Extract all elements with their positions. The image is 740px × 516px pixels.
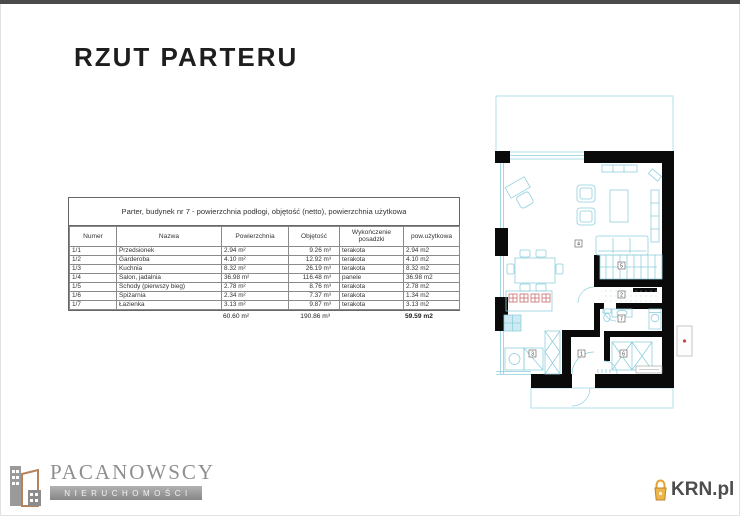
table-row <box>70 246 460 255</box>
floor-plan <box>485 90 697 412</box>
table-cell: 1/2 <box>70 255 117 264</box>
table-cell: 4.10 m2 <box>404 255 460 264</box>
table-cell: 2.34 m² <box>222 291 289 300</box>
room-label: 7 <box>620 316 623 323</box>
table-row <box>70 255 460 264</box>
table-cell: 9.87 m³ <box>289 300 340 309</box>
kitchen-hob-red-grid <box>509 294 550 302</box>
table-cell: 1/7 <box>70 300 117 309</box>
col-header-pow-uzytkowa: pow.użytkowa <box>404 227 460 247</box>
table-cell: 9.26 m³ <box>289 246 340 255</box>
kitchen-furniture <box>504 291 560 374</box>
agency-text <box>50 462 215 500</box>
exterior-meter-box <box>677 326 692 356</box>
table-cell: Kuchnia <box>117 264 222 273</box>
door-spec-box <box>636 366 662 373</box>
table-cell: 4.10 m² <box>222 255 289 264</box>
table-cell: terakota <box>340 246 404 255</box>
study-furniture <box>505 177 538 211</box>
table-row <box>70 291 460 300</box>
page-title: RZUT PARTERU <box>74 42 299 72</box>
col-header-numer: Numer <box>70 227 117 247</box>
room-label: 3 <box>531 351 534 358</box>
table-cell: Spiżarnia <box>117 291 222 300</box>
room-label: 5 <box>620 263 623 270</box>
table-cell: 26.19 m³ <box>289 264 340 273</box>
table-cell: Salon, jadalnia <box>117 273 222 282</box>
table-row <box>70 300 460 309</box>
table-cell: 1/6 <box>70 291 117 300</box>
stairs <box>600 255 662 279</box>
table-cell: 8.32 m² <box>222 264 289 273</box>
hall-dotted-floor <box>601 290 660 302</box>
agency-building-icon <box>8 462 44 510</box>
room-label: 2 <box>620 292 623 299</box>
table-cell: 7.37 m³ <box>289 291 340 300</box>
table-row <box>70 264 460 273</box>
table-cell: 2.78 m² <box>222 282 289 291</box>
table-cell: 1/5 <box>70 282 117 291</box>
table-cell: 1/4 <box>70 273 117 282</box>
areas-table-grid <box>69 226 460 310</box>
table-cell: 8.32 m2 <box>404 264 460 273</box>
table-cell: panele <box>340 273 404 282</box>
areas-table-header-row <box>70 227 460 247</box>
table-cell: Schody (pierwszy bieg) <box>117 282 222 291</box>
top-bar <box>0 0 740 4</box>
table-cell: terakota <box>340 255 404 264</box>
bathroom-fixtures <box>603 309 661 329</box>
table-cell: 12.92 m³ <box>289 255 340 264</box>
table-cell: 1/1 <box>70 246 117 255</box>
agency-subtitle: NIERUCHOMOŚCI <box>50 486 202 500</box>
portal-logo <box>652 479 734 501</box>
room-label: 4 <box>577 241 580 248</box>
table-cell: terakota <box>340 282 404 291</box>
room-label: 6 <box>622 351 625 358</box>
table-cell: 2.94 m² <box>222 246 289 255</box>
table-cell: 3.13 m² <box>222 300 289 309</box>
areas-table <box>68 197 460 311</box>
table-cell: 36.98 m² <box>222 273 289 282</box>
col-header-nazwa: Nazwa <box>117 227 222 247</box>
table-cell: Przedsionek <box>117 246 222 255</box>
table-cell: terakota <box>340 264 404 273</box>
room-label: 1 <box>580 351 583 358</box>
table-row <box>70 273 460 282</box>
porch-outline <box>531 388 673 408</box>
table-cell: 116.48 m³ <box>289 273 340 282</box>
col-header-powierzchnia: Powierzchnia <box>222 227 289 247</box>
total-objetosc: 190.86 m³ <box>300 313 330 320</box>
col-header-objetosc: Objętość <box>289 227 340 247</box>
table-cell: 8.76 m³ <box>289 282 340 291</box>
areas-table-totals <box>68 313 458 320</box>
dining-furniture <box>507 250 563 291</box>
table-cell: Garderoba <box>117 255 222 264</box>
areas-table-caption: Parter, budynek nr 7 - powierzchnia podłogi, objętość (netto), powierzchnia użytkowa <box>69 198 459 226</box>
terrace-outline <box>496 96 673 152</box>
table-cell: Łazienka <box>117 300 222 309</box>
padlock-icon <box>652 479 669 501</box>
agency-name: PACANOWSCY <box>50 460 216 484</box>
living-furniture <box>577 165 662 255</box>
table-row <box>70 282 460 291</box>
table-cell: 36.98 m2 <box>404 273 460 282</box>
portal-name: KRN.pl <box>671 479 735 500</box>
door-gap <box>604 303 616 309</box>
agency-logo <box>8 462 215 510</box>
col-header-wykonczenie: Wykończenie posadzki <box>340 227 404 247</box>
table-cell: 1.34 m2 <box>404 291 460 300</box>
table-cell: 3.13 m2 <box>404 300 460 309</box>
table-cell: 1/3 <box>70 264 117 273</box>
areas-table-body <box>70 246 460 309</box>
total-pow-uzytkowa: 59.59 m2 <box>405 313 433 320</box>
table-cell: 2.94 m2 <box>404 246 460 255</box>
table-cell: terakota <box>340 291 404 300</box>
table-cell: 2.78 m2 <box>404 282 460 291</box>
table-cell: terakota <box>340 300 404 309</box>
total-powierzchnia: 60.60 m² <box>223 313 250 320</box>
